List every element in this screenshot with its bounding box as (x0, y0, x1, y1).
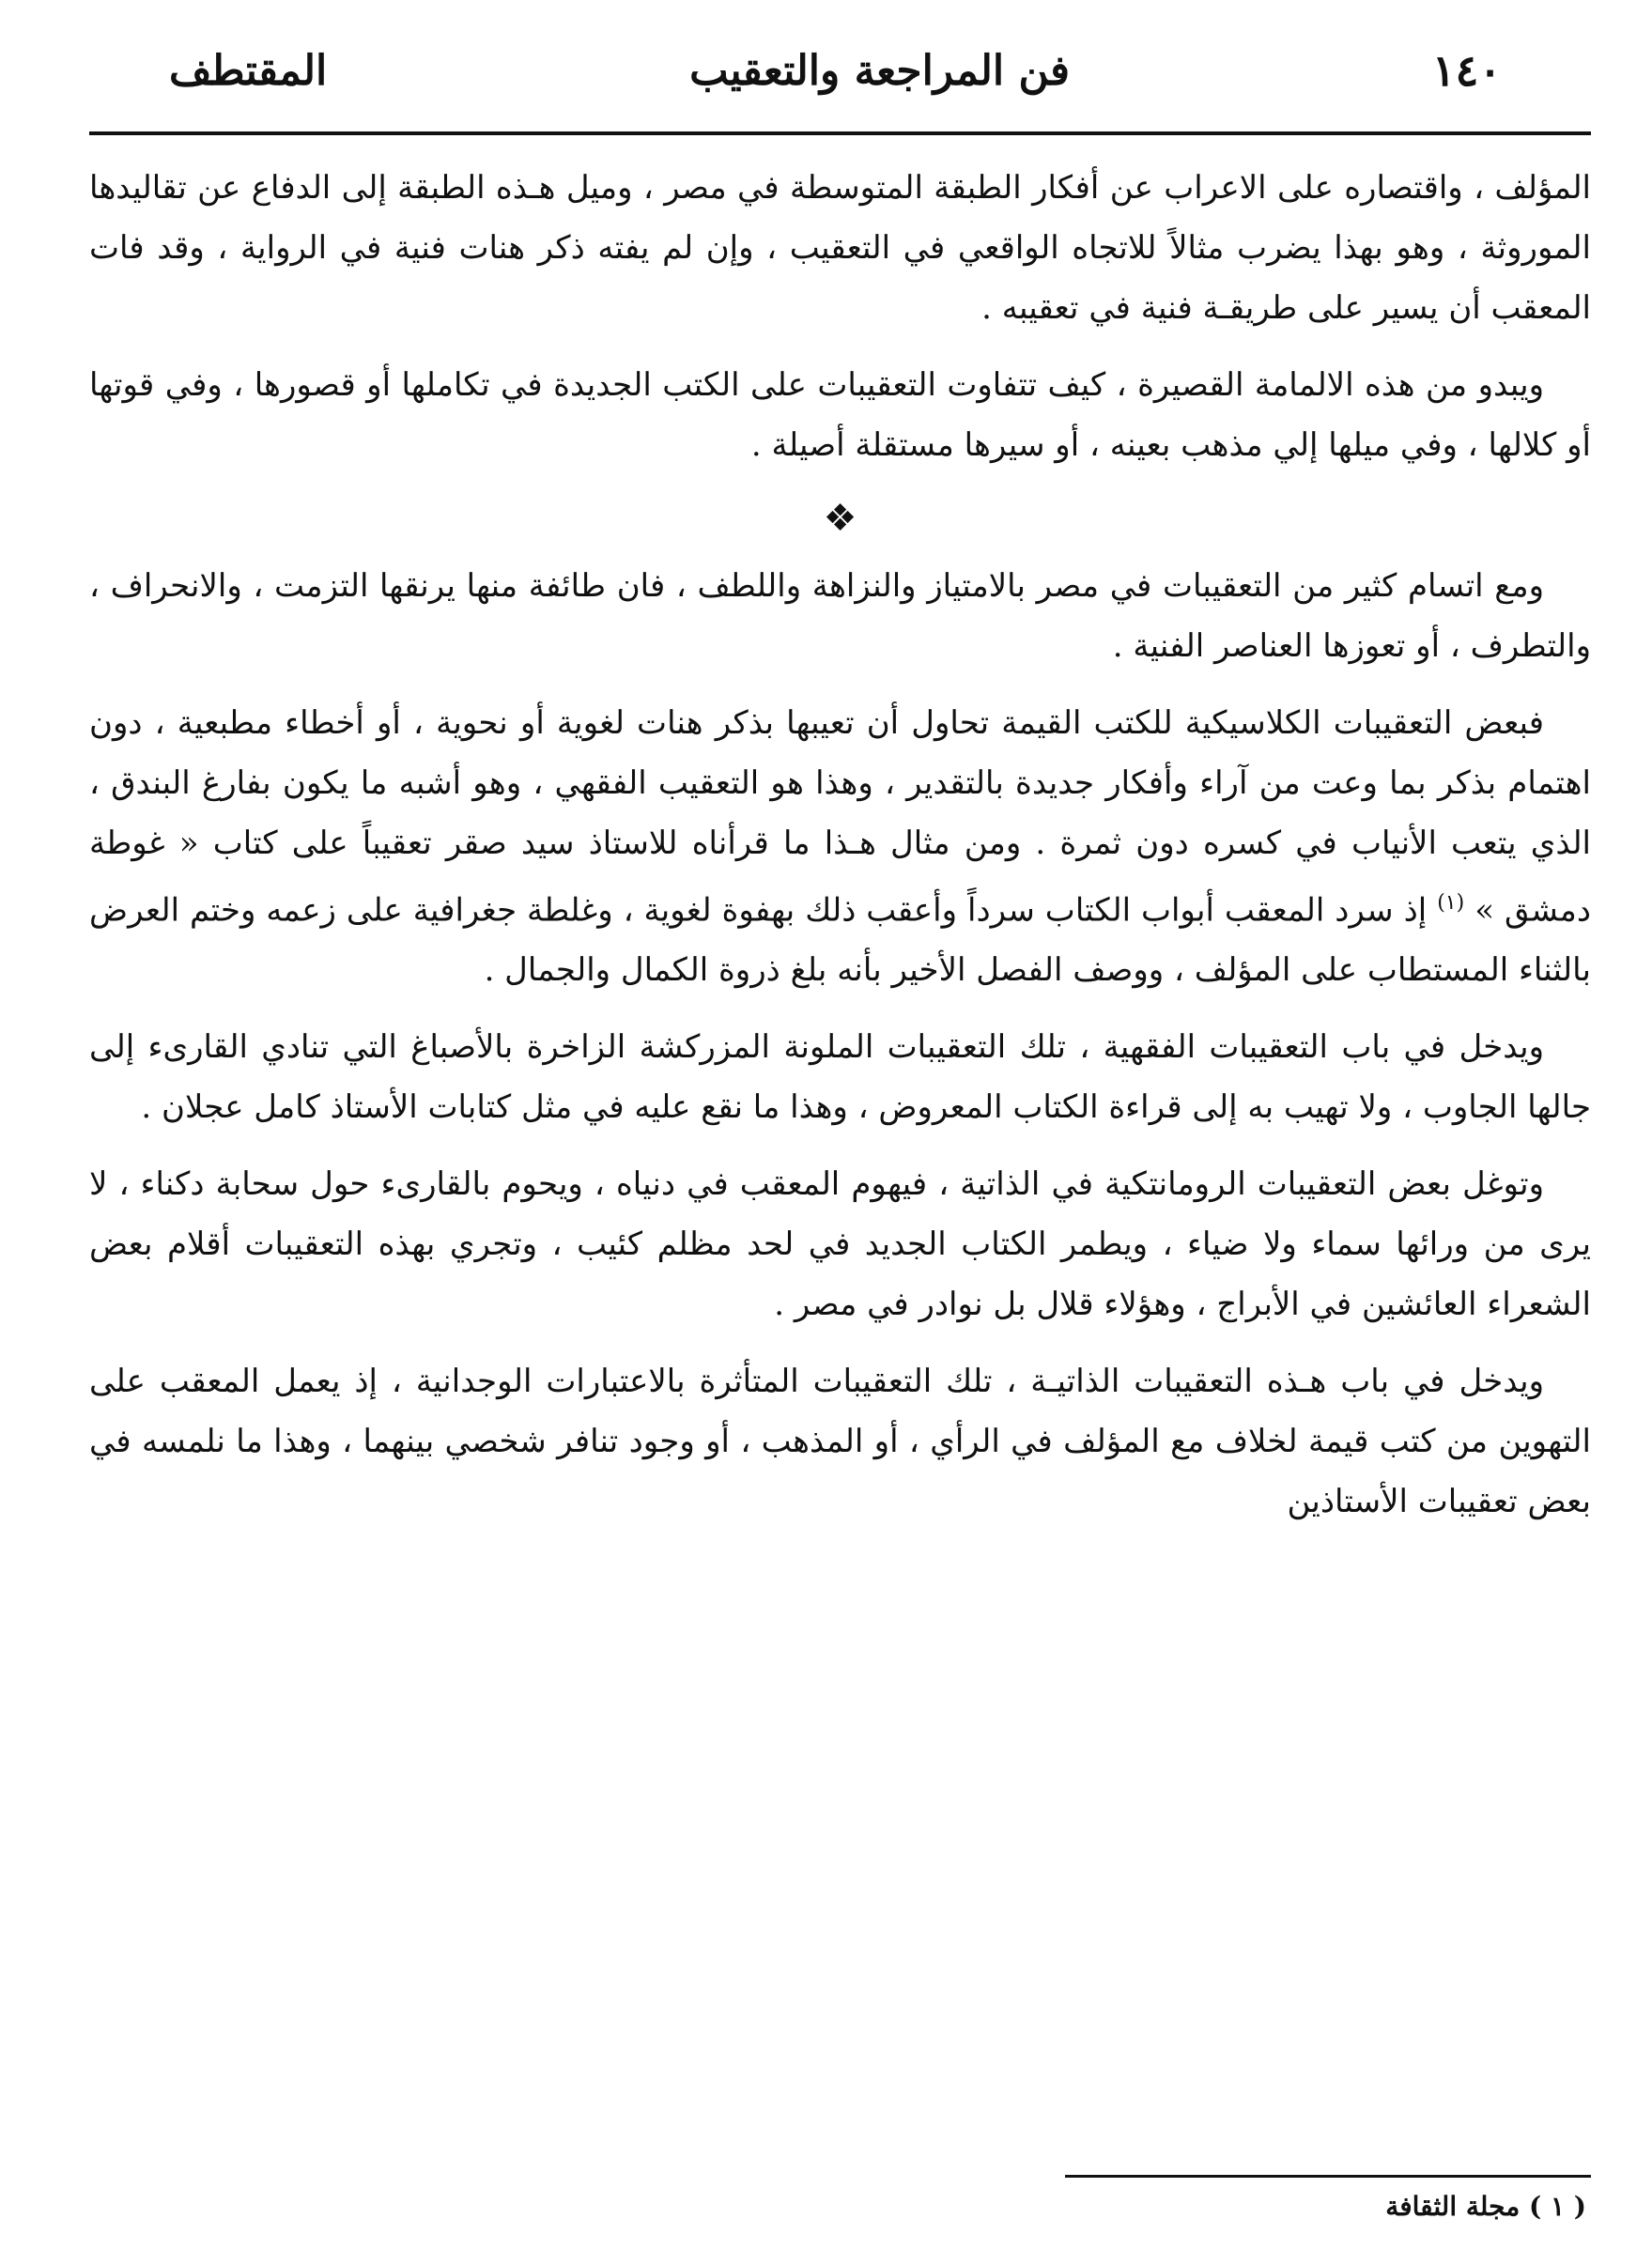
paragraph: ومع اتسام كثير من التعقيبات في مصر بالامتياز والنزاهة واللطف ، فان طائفة منها يرنقها التزمت ، والانحراف ، والتطرف ، أو تعوزها العناصر الفنية . (89, 567, 1591, 665)
paragraph: المؤلف ، واقتصاره على الاعراب عن أفكار الطبقة المتوسطة في مصر ، وميل هـذه الطبقة إلى الدفاع عن تقاليدها الموروثة ، وهو بهذا يضرب مثالاً للاتجاه الواقعي في التعقيب ، وإن لم يفته ذكر هنات فنية في الرواية ، وقد فات المعقب أن يسير على طريقـة فنية في تعقيبه . (89, 169, 1591, 327)
footnote: ( ١ ) مجلة الثقافة (1385, 2191, 1586, 2222)
header-rule (89, 131, 1591, 135)
article-title: فن المراجعة والتعقيب (689, 46, 1070, 95)
footnote-reference: (١) (1437, 891, 1465, 915)
paragraph-text: فبعض التعقيبات الكلاسيكية للكتب القيمة تحاول أن تعيبها بذكر هنات لغوية أو نحوية ، أو أخطاء مطبعية ، دون اهتمام بذكر بما وعت من آراء وأفكار جديدة بالتقدير ، وهذا هو التعقيب الفقهي ، وهو أشبه ما يكون بفارغ البندق ، الذي يتعب الأنياب في كسره دون ثمرة . ومن مثال هـذا ما قرأناه للاستاذ سيد صقر تعقيباً على كتاب « غوطة دمشق » (89, 704, 1591, 930)
article-body (89, 158, 1591, 1549)
paragraph-text: إذ سرد المعقب أبواب الكتاب سرداً وأعقب ذلك بهفوة لغوية ، وغلطة جغرافية على زعمه وختم العرض بالثناء المستطاب على المؤلف ، ووصف الفصل الأخير بأنه بلغ ذروة الكمال والجمال . (89, 891, 1591, 990)
paragraph: ويدخل في باب هـذه التعقيبات الذاتيـة ، تلك التعقيبات المتأثرة بالاعتبارات الوجدانية ، إذ يعمل المعقب على التهوين من كتب قيمة لخلاف مع المؤلف في الرأي ، أو المذهب ، أو وجود تنافر شخصي بينهما ، وهذا ما نلمسه في بعض تعقيبات الأستاذين (89, 1363, 1591, 1521)
journal-title: المقتطف (169, 46, 328, 95)
running-header (169, 38, 1502, 103)
paragraph: ويبدو من هذه الالمامة القصيرة ، كيف تتفاوت التعقيبات على الكتب الجديدة في تكاملها أو قصورها ، وفي قوتها أو كلالها ، وفي ميلها إلي مذهب بعينه ، أو سيرها مستقلة أصيلة . (89, 366, 1591, 464)
footnote-rule (1065, 2175, 1591, 2178)
section-ornament-icon: ❖ (823, 497, 857, 540)
paragraph (89, 693, 1591, 1000)
page-number: ١٤٠ (1431, 45, 1502, 96)
paragraph: ويدخل في باب التعقيبات الفقهية ، تلك التعقيبات الملونة المزركشة الزاخرة بالأصباغ التي تنادي القارىء إلى جالها الجاوب ، ولا تهيب به إلى قراءة الكتاب المعروض ، وهذا ما نقع عليه في مثل كتابات الأستاذ كامل عجلان . (89, 1028, 1591, 1127)
paragraph: وتوغل بعض التعقيبات الرومانتكية في الذاتية ، فيهوم المعقب في دنياه ، ويحوم بالقارىء حول سحابة دكناء ، لا يرى من ورائها سماء ولا ضياء ، ويطمر الكتاب الجديد في لحد مظلم كئيب ، وتجري بهذه التعقيبات أقلام بعض الشعراء العائشين في الأبراج ، وهؤلاء قلال بل نوادر في مصر . (89, 1165, 1591, 1324)
